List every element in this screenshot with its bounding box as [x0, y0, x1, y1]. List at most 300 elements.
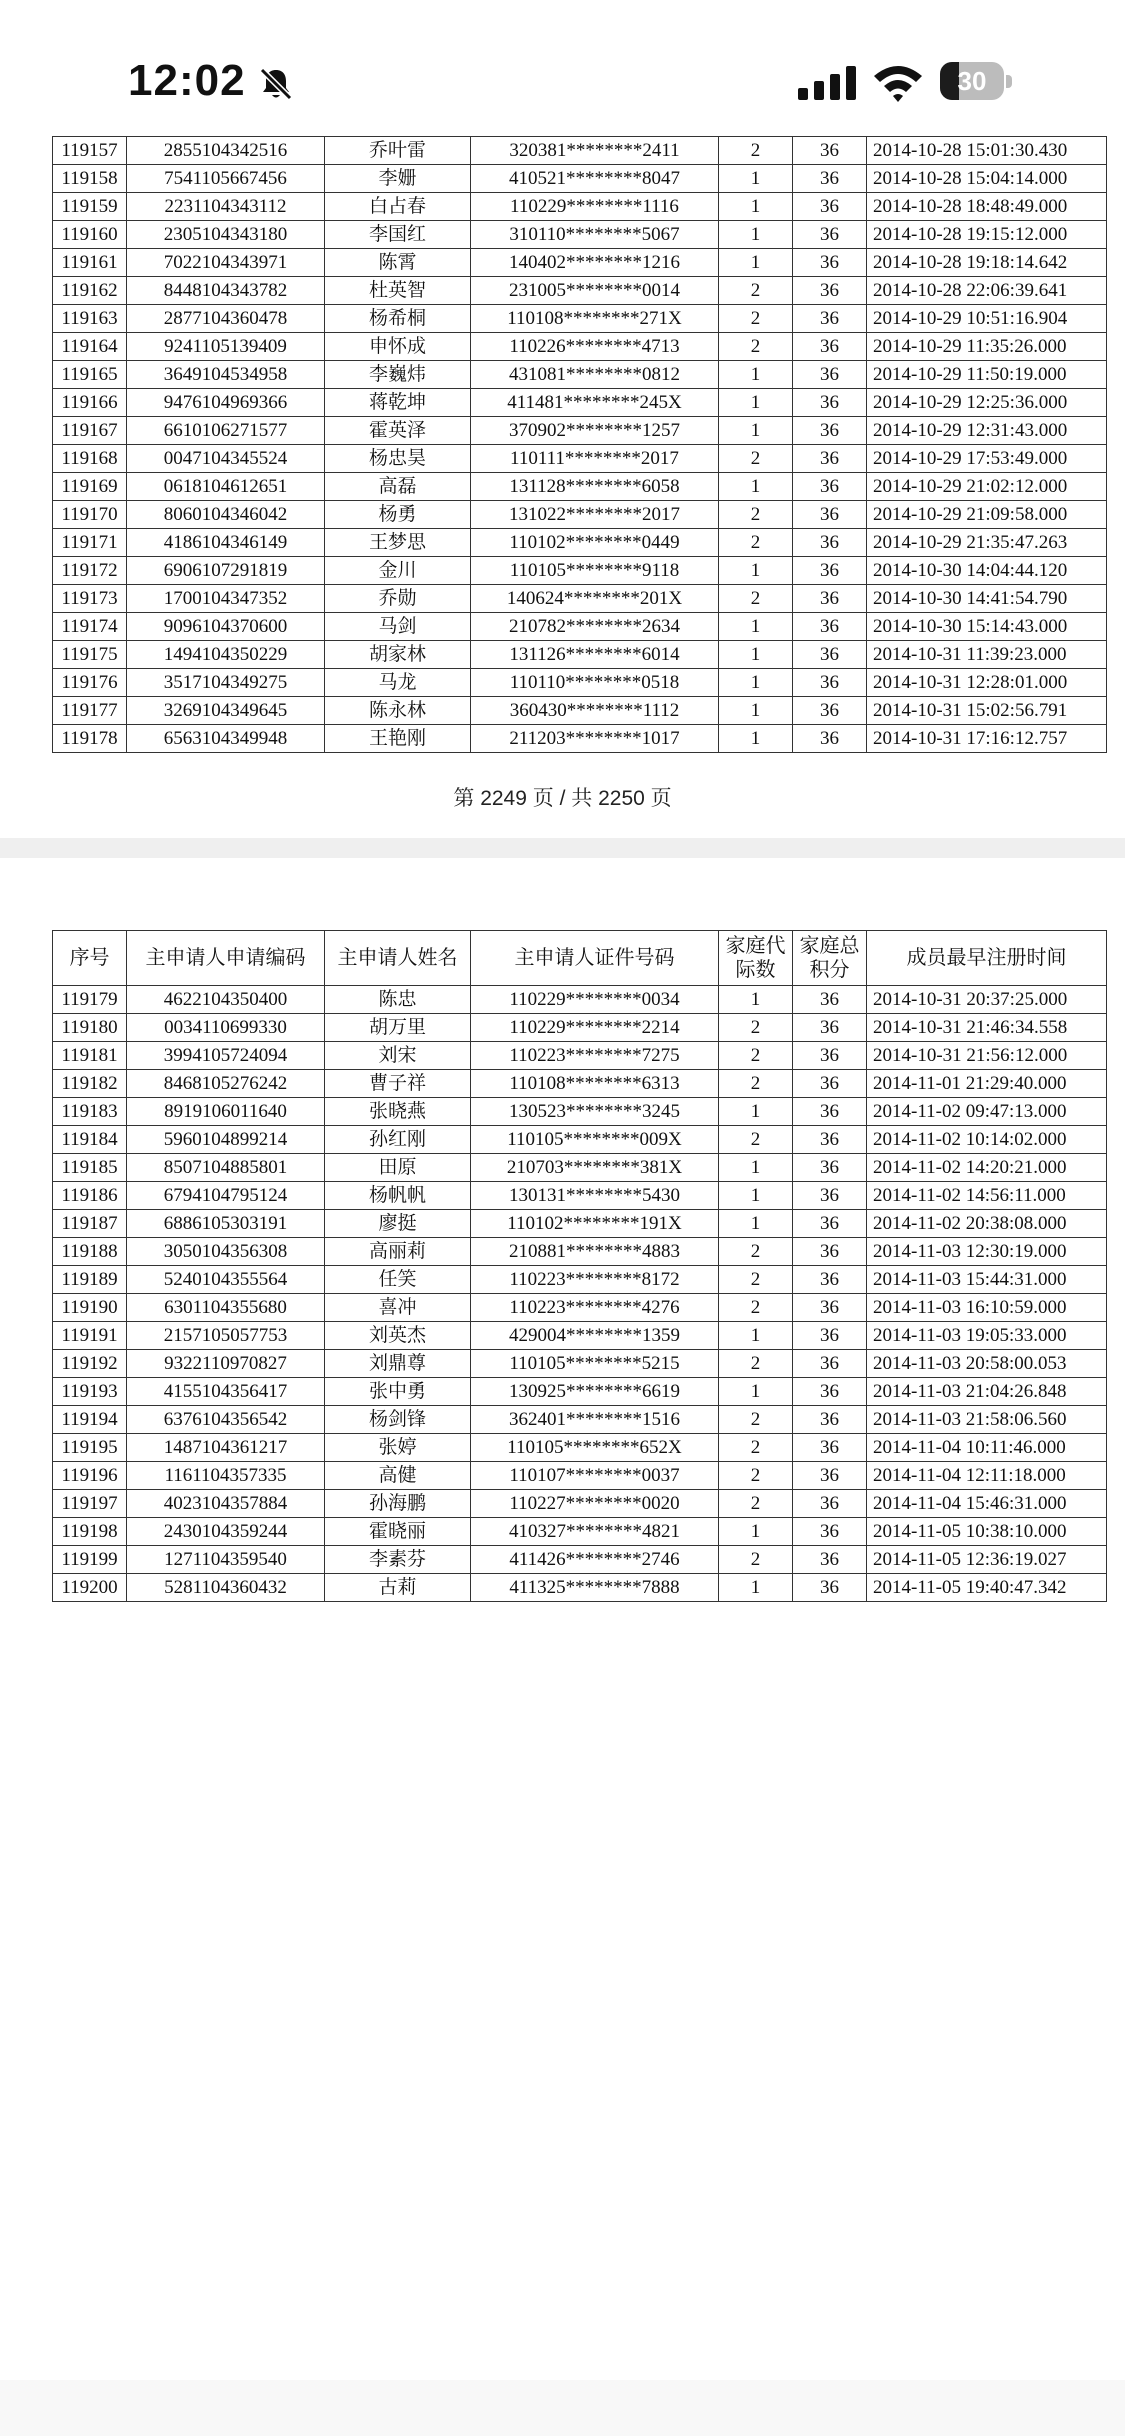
- cell-registration-time: 2014-11-03 19:05:33.000: [867, 1322, 1107, 1350]
- cell-total-score: 36: [793, 389, 867, 417]
- cell-total-score: 36: [793, 557, 867, 585]
- cell-registration-time: 2014-10-31 12:28:01.000: [867, 669, 1107, 697]
- header-id-number: 主申请人证件号码: [471, 931, 719, 986]
- cell-total-score: 36: [793, 529, 867, 557]
- table-row: [53, 1490, 1107, 1518]
- cell-registration-time: 2014-11-01 21:29:40.000: [867, 1070, 1107, 1098]
- cell-generations: 1: [719, 473, 793, 501]
- cell-id-number: 131128********6058: [471, 473, 719, 501]
- table-row: [53, 1574, 1107, 1602]
- cell-total-score: 36: [793, 221, 867, 249]
- cell-applicant-name: 霍英泽: [325, 417, 471, 445]
- cell-generations: 1: [719, 725, 793, 753]
- wifi-icon: [872, 62, 924, 102]
- cell-serial: 119162: [53, 277, 127, 305]
- cell-id-number: 110229********1116: [471, 193, 719, 221]
- cell-total-score: 36: [793, 473, 867, 501]
- table-header-row: [53, 931, 1107, 986]
- cell-generations: 2: [719, 137, 793, 165]
- cell-registration-time: 2014-10-31 17:16:12.757: [867, 725, 1107, 753]
- cell-serial: 119200: [53, 1574, 127, 1602]
- cell-id-number: 110223********8172: [471, 1266, 719, 1294]
- battery-level: 30: [957, 66, 987, 96]
- cell-total-score: 36: [793, 137, 867, 165]
- cell-application-code: 1700104347352: [127, 585, 325, 613]
- table-row: [53, 165, 1107, 193]
- cell-registration-time: 2014-10-28 19:15:12.000: [867, 221, 1107, 249]
- cell-applicant-name: 杨希桐: [325, 305, 471, 333]
- cell-total-score: 36: [793, 1266, 867, 1294]
- table-row: [53, 473, 1107, 501]
- cell-application-code: 2430104359244: [127, 1518, 325, 1546]
- cell-id-number: 362401********1516: [471, 1406, 719, 1434]
- table-row: [53, 193, 1107, 221]
- cell-applicant-name: 刘宋: [325, 1042, 471, 1070]
- cell-id-number: 411481********245X: [471, 389, 719, 417]
- cell-applicant-name: 杜英智: [325, 277, 471, 305]
- cell-application-code: 0047104345524: [127, 445, 325, 473]
- cell-serial: 119196: [53, 1462, 127, 1490]
- cell-total-score: 36: [793, 1070, 867, 1098]
- cell-total-score: 36: [793, 1154, 867, 1182]
- cell-application-code: 3269104349645: [127, 697, 325, 725]
- cell-id-number: 411426********2746: [471, 1546, 719, 1574]
- cell-serial: 119197: [53, 1490, 127, 1518]
- cell-applicant-name: 马龙: [325, 669, 471, 697]
- cell-applicant-name: 古莉: [325, 1574, 471, 1602]
- cell-id-number: 210703********381X: [471, 1154, 719, 1182]
- cell-application-code: 2305104343180: [127, 221, 325, 249]
- cell-applicant-name: 胡万里: [325, 1014, 471, 1042]
- cell-registration-time: 2014-11-03 20:58:00.053: [867, 1350, 1107, 1378]
- cell-serial: 119157: [53, 137, 127, 165]
- cell-id-number: 110223********7275: [471, 1042, 719, 1070]
- cell-generations: 2: [719, 1238, 793, 1266]
- cell-generations: 1: [719, 1518, 793, 1546]
- cell-applicant-name: 蒋乾坤: [325, 389, 471, 417]
- cell-serial: 119170: [53, 501, 127, 529]
- cell-id-number: 110102********191X: [471, 1210, 719, 1238]
- cell-serial: 119159: [53, 193, 127, 221]
- cell-total-score: 36: [793, 165, 867, 193]
- cell-generations: 1: [719, 389, 793, 417]
- cell-id-number: 210881********4883: [471, 1238, 719, 1266]
- cell-id-number: 140624********201X: [471, 585, 719, 613]
- cell-id-number: 110229********0034: [471, 986, 719, 1014]
- cell-application-code: 1487104361217: [127, 1434, 325, 1462]
- cell-generations: 1: [719, 1182, 793, 1210]
- cell-serial: 119184: [53, 1126, 127, 1154]
- cell-application-code: 9241105139409: [127, 333, 325, 361]
- cell-registration-time: 2014-10-29 11:35:26.000: [867, 333, 1107, 361]
- table-row: [53, 1126, 1107, 1154]
- cell-id-number: 320381********2411: [471, 137, 719, 165]
- cell-applicant-name: 申怀成: [325, 333, 471, 361]
- cell-serial: 119161: [53, 249, 127, 277]
- bell-slash-icon: [256, 64, 296, 104]
- cell-applicant-name: 陈永林: [325, 697, 471, 725]
- cell-serial: 119173: [53, 585, 127, 613]
- cell-serial: 119180: [53, 1014, 127, 1042]
- cell-registration-time: 2014-11-05 19:40:47.342: [867, 1574, 1107, 1602]
- cell-applicant-name: 任笑: [325, 1266, 471, 1294]
- cell-total-score: 36: [793, 1518, 867, 1546]
- cellular-signal-icon: [798, 66, 858, 100]
- cell-generations: 2: [719, 1406, 793, 1434]
- table-row: [53, 613, 1107, 641]
- cell-applicant-name: 高磊: [325, 473, 471, 501]
- cell-total-score: 36: [793, 333, 867, 361]
- cell-serial: 119186: [53, 1182, 127, 1210]
- cell-applicant-name: 金川: [325, 557, 471, 585]
- cell-applicant-name: 高健: [325, 1462, 471, 1490]
- table-row: [53, 333, 1107, 361]
- cell-serial: 119192: [53, 1350, 127, 1378]
- cell-total-score: 36: [793, 1042, 867, 1070]
- cell-applicant-name: 王艳刚: [325, 725, 471, 753]
- table-row: [53, 445, 1107, 473]
- cell-applicant-name: 孙红刚: [325, 1126, 471, 1154]
- cell-generations: 1: [719, 697, 793, 725]
- cell-generations: 2: [719, 1434, 793, 1462]
- cell-applicant-name: 李巍炜: [325, 361, 471, 389]
- cell-serial: 119176: [53, 669, 127, 697]
- cell-application-code: 4186104346149: [127, 529, 325, 557]
- cell-application-code: 6886105303191: [127, 1210, 325, 1238]
- cell-generations: 1: [719, 1574, 793, 1602]
- cell-generations: 2: [719, 305, 793, 333]
- cell-generations: 2: [719, 1462, 793, 1490]
- cell-application-code: 8060104346042: [127, 501, 325, 529]
- table-row: [53, 986, 1107, 1014]
- cell-registration-time: 2014-11-03 21:58:06.560: [867, 1406, 1107, 1434]
- cell-generations: 2: [719, 1014, 793, 1042]
- cell-generations: 1: [719, 557, 793, 585]
- cell-serial: 119198: [53, 1518, 127, 1546]
- cell-registration-time: 2014-11-03 12:30:19.000: [867, 1238, 1107, 1266]
- cell-serial: 119174: [53, 613, 127, 641]
- cell-applicant-name: 张中勇: [325, 1378, 471, 1406]
- cell-application-code: 1271104359540: [127, 1546, 325, 1574]
- cell-serial: 119199: [53, 1546, 127, 1574]
- cell-total-score: 36: [793, 1574, 867, 1602]
- cell-generations: 2: [719, 1126, 793, 1154]
- cell-generations: 1: [719, 1322, 793, 1350]
- cell-generations: 2: [719, 1546, 793, 1574]
- cell-total-score: 36: [793, 1238, 867, 1266]
- cell-registration-time: 2014-11-03 16:10:59.000: [867, 1294, 1107, 1322]
- cell-registration-time: 2014-11-02 14:56:11.000: [867, 1182, 1107, 1210]
- cell-application-code: 9096104370600: [127, 613, 325, 641]
- cell-total-score: 36: [793, 1378, 867, 1406]
- cell-registration-time: 2014-10-28 22:06:39.641: [867, 277, 1107, 305]
- cell-id-number: 130523********3245: [471, 1098, 719, 1126]
- cell-id-number: 211203********1017: [471, 725, 719, 753]
- cell-applicant-name: 陈霄: [325, 249, 471, 277]
- cell-id-number: 410521********8047: [471, 165, 719, 193]
- table-row: [53, 669, 1107, 697]
- header-total-score: 家庭总积分: [793, 931, 867, 986]
- cell-generations: 2: [719, 1350, 793, 1378]
- table-row: [53, 697, 1107, 725]
- cell-registration-time: 2014-11-04 12:11:18.000: [867, 1462, 1107, 1490]
- cell-application-code: 8507104885801: [127, 1154, 325, 1182]
- cell-registration-time: 2014-10-29 17:53:49.000: [867, 445, 1107, 473]
- cell-generations: 1: [719, 417, 793, 445]
- cell-application-code: 9476104969366: [127, 389, 325, 417]
- cell-id-number: 431081********0812: [471, 361, 719, 389]
- cell-application-code: 4023104357884: [127, 1490, 325, 1518]
- cell-registration-time: 2014-10-29 21:09:58.000: [867, 501, 1107, 529]
- cell-generations: 2: [719, 1070, 793, 1098]
- cell-applicant-name: 刘鼎尊: [325, 1350, 471, 1378]
- cell-total-score: 36: [793, 1210, 867, 1238]
- cell-registration-time: 2014-10-29 21:35:47.263: [867, 529, 1107, 557]
- table-row: [53, 641, 1107, 669]
- cell-id-number: 110226********4713: [471, 333, 719, 361]
- cell-generations: 2: [719, 1266, 793, 1294]
- cell-application-code: 6794104795124: [127, 1182, 325, 1210]
- table-row: [53, 1434, 1107, 1462]
- cell-generations: 1: [719, 641, 793, 669]
- table-row: [53, 1518, 1107, 1546]
- cell-total-score: 36: [793, 986, 867, 1014]
- cell-serial: 119175: [53, 641, 127, 669]
- cell-serial: 119195: [53, 1434, 127, 1462]
- cell-total-score: 36: [793, 305, 867, 333]
- cell-total-score: 36: [793, 1434, 867, 1462]
- cell-registration-time: 2014-10-30 15:14:43.000: [867, 613, 1107, 641]
- cell-generations: 1: [719, 1210, 793, 1238]
- cell-application-code: 4622104350400: [127, 986, 325, 1014]
- cell-applicant-name: 杨忠昊: [325, 445, 471, 473]
- cell-id-number: 110108********271X: [471, 305, 719, 333]
- cell-generations: 2: [719, 529, 793, 557]
- table-row: [53, 1182, 1107, 1210]
- cell-application-code: 0618104612651: [127, 473, 325, 501]
- cell-serial: 119185: [53, 1154, 127, 1182]
- cell-application-code: 8919106011640: [127, 1098, 325, 1126]
- cell-serial: 119166: [53, 389, 127, 417]
- table-row: [53, 1350, 1107, 1378]
- cell-registration-time: 2014-10-31 15:02:56.791: [867, 697, 1107, 725]
- cell-registration-time: 2014-10-28 19:18:14.642: [867, 249, 1107, 277]
- cell-total-score: 36: [793, 445, 867, 473]
- cell-application-code: 3517104349275: [127, 669, 325, 697]
- cell-serial: 119178: [53, 725, 127, 753]
- table-row: [53, 1294, 1107, 1322]
- cell-application-code: 6906107291819: [127, 557, 325, 585]
- cell-applicant-name: 白占春: [325, 193, 471, 221]
- table-row: [53, 529, 1107, 557]
- table-row: [53, 725, 1107, 753]
- cell-applicant-name: 李姗: [325, 165, 471, 193]
- cell-id-number: 310110********5067: [471, 221, 719, 249]
- cell-applicant-name: 胡家林: [325, 641, 471, 669]
- status-bar: [0, 0, 1125, 140]
- cell-registration-time: 2014-11-03 21:04:26.848: [867, 1378, 1107, 1406]
- cell-generations: 2: [719, 1490, 793, 1518]
- cell-total-score: 36: [793, 1014, 867, 1042]
- cell-total-score: 36: [793, 1546, 867, 1574]
- page-indicator: 第 2249 页 / 共 2250 页: [453, 787, 672, 810]
- cell-total-score: 36: [793, 725, 867, 753]
- cell-serial: 119191: [53, 1322, 127, 1350]
- table-row: [53, 1546, 1107, 1574]
- cell-serial: 119182: [53, 1070, 127, 1098]
- table-row: [53, 1098, 1107, 1126]
- cell-id-number: 110105********652X: [471, 1434, 719, 1462]
- cell-application-code: 2855104342516: [127, 137, 325, 165]
- cell-registration-time: 2014-11-04 10:11:46.000: [867, 1434, 1107, 1462]
- cell-id-number: 130925********6619: [471, 1378, 719, 1406]
- cell-applicant-name: 王梦思: [325, 529, 471, 557]
- table-row: [53, 1378, 1107, 1406]
- clock: 12:02: [128, 56, 246, 105]
- cell-applicant-name: 李素芬: [325, 1546, 471, 1574]
- cell-id-number: 410327********4821: [471, 1518, 719, 1546]
- table-row: [53, 1238, 1107, 1266]
- cell-total-score: 36: [793, 417, 867, 445]
- cell-id-number: 110229********2214: [471, 1014, 719, 1042]
- cell-serial: 119168: [53, 445, 127, 473]
- cell-total-score: 36: [793, 193, 867, 221]
- battery-icon: [940, 62, 1012, 102]
- cell-id-number: 110108********6313: [471, 1070, 719, 1098]
- cell-application-code: 8448104343782: [127, 277, 325, 305]
- cell-total-score: 36: [793, 501, 867, 529]
- header-serial: 序号: [53, 931, 127, 986]
- cell-id-number: 370902********1257: [471, 417, 719, 445]
- cell-applicant-name: 孙海鹏: [325, 1490, 471, 1518]
- cell-generations: 1: [719, 249, 793, 277]
- cell-serial: 119165: [53, 361, 127, 389]
- cell-id-number: 110105********5215: [471, 1350, 719, 1378]
- cell-serial: 119187: [53, 1210, 127, 1238]
- cell-id-number: 140402********1216: [471, 249, 719, 277]
- cell-generations: 1: [719, 986, 793, 1014]
- cell-applicant-name: 陈忠: [325, 986, 471, 1014]
- cell-generations: 1: [719, 361, 793, 389]
- cell-application-code: 0034110699330: [127, 1014, 325, 1042]
- cell-total-score: 36: [793, 1490, 867, 1518]
- cell-applicant-name: 杨剑锋: [325, 1406, 471, 1434]
- page-separator: [0, 838, 1125, 858]
- table-row: [53, 1462, 1107, 1490]
- cell-id-number: 130131********5430: [471, 1182, 719, 1210]
- cell-total-score: 36: [793, 1322, 867, 1350]
- cell-serial: 119167: [53, 417, 127, 445]
- cell-id-number: 110227********0020: [471, 1490, 719, 1518]
- cell-total-score: 36: [793, 1182, 867, 1210]
- cell-total-score: 36: [793, 613, 867, 641]
- table-row: [53, 249, 1107, 277]
- cell-registration-time: 2014-10-30 14:41:54.790: [867, 585, 1107, 613]
- cell-registration-time: 2014-10-28 15:04:14.000: [867, 165, 1107, 193]
- cell-id-number: 210782********2634: [471, 613, 719, 641]
- table-row: [53, 221, 1107, 249]
- cell-application-code: 5281104360432: [127, 1574, 325, 1602]
- cell-applicant-name: 高丽莉: [325, 1238, 471, 1266]
- cell-applicant-name: 乔叶雷: [325, 137, 471, 165]
- cell-serial: 119164: [53, 333, 127, 361]
- cell-total-score: 36: [793, 585, 867, 613]
- table-row: [53, 1406, 1107, 1434]
- table-body-page-2: [53, 986, 1107, 1602]
- cell-generations: 2: [719, 1042, 793, 1070]
- cell-registration-time: 2014-11-05 12:36:19.027: [867, 1546, 1107, 1574]
- header-applicant-name: 主申请人姓名: [325, 931, 471, 986]
- cell-application-code: 6610106271577: [127, 417, 325, 445]
- cell-application-code: 1494104350229: [127, 641, 325, 669]
- cell-registration-time: 2014-10-29 10:51:16.904: [867, 305, 1107, 333]
- cell-application-code: 6301104355680: [127, 1294, 325, 1322]
- cell-applicant-name: 廖挺: [325, 1210, 471, 1238]
- cell-application-code: 4155104356417: [127, 1378, 325, 1406]
- cell-registration-time: 2014-10-28 15:01:30.430: [867, 137, 1107, 165]
- header-generations: 家庭代际数: [719, 931, 793, 986]
- cell-application-code: 6376104356542: [127, 1406, 325, 1434]
- cell-serial: 119163: [53, 305, 127, 333]
- table-row: [53, 1322, 1107, 1350]
- cell-id-number: 110102********0449: [471, 529, 719, 557]
- cell-application-code: 5240104355564: [127, 1266, 325, 1294]
- cell-registration-time: 2014-10-29 12:25:36.000: [867, 389, 1107, 417]
- cell-id-number: 110111********2017: [471, 445, 719, 473]
- table-row: [53, 305, 1107, 333]
- cell-serial: 119177: [53, 697, 127, 725]
- cell-applicant-name: 乔勋: [325, 585, 471, 613]
- header-registration-time: 成员最早注册时间: [867, 931, 1107, 986]
- cell-id-number: 110223********4276: [471, 1294, 719, 1322]
- cell-registration-time: 2014-11-04 15:46:31.000: [867, 1490, 1107, 1518]
- cell-application-code: 9322110970827: [127, 1350, 325, 1378]
- cell-id-number: 411325********7888: [471, 1574, 719, 1602]
- cell-applicant-name: 田原: [325, 1154, 471, 1182]
- cell-applicant-name: 张晓燕: [325, 1098, 471, 1126]
- table-row: [53, 1070, 1107, 1098]
- cell-serial: 119179: [53, 986, 127, 1014]
- cell-registration-time: 2014-10-30 14:04:44.120: [867, 557, 1107, 585]
- cell-generations: 2: [719, 501, 793, 529]
- cell-generations: 2: [719, 585, 793, 613]
- cell-registration-time: 2014-11-02 14:20:21.000: [867, 1154, 1107, 1182]
- cell-applicant-name: 霍晓丽: [325, 1518, 471, 1546]
- cell-applicant-name: 刘英杰: [325, 1322, 471, 1350]
- cell-applicant-name: 曹子祥: [325, 1070, 471, 1098]
- cell-serial: 119171: [53, 529, 127, 557]
- cell-applicant-name: 李国红: [325, 221, 471, 249]
- cell-serial: 119181: [53, 1042, 127, 1070]
- cell-application-code: 3649104534958: [127, 361, 325, 389]
- cell-applicant-name: 喜冲: [325, 1294, 471, 1322]
- table-row: [53, 557, 1107, 585]
- table-row: [53, 389, 1107, 417]
- cell-serial: 119160: [53, 221, 127, 249]
- cell-generations: 1: [719, 613, 793, 641]
- cell-applicant-name: 张婷: [325, 1434, 471, 1462]
- cell-total-score: 36: [793, 1294, 867, 1322]
- cell-total-score: 36: [793, 641, 867, 669]
- cell-generations: 2: [719, 277, 793, 305]
- cell-application-code: 3994105724094: [127, 1042, 325, 1070]
- cell-total-score: 36: [793, 249, 867, 277]
- cell-serial: 119190: [53, 1294, 127, 1322]
- cell-id-number: 131022********2017: [471, 501, 719, 529]
- cell-registration-time: 2014-10-28 18:48:49.000: [867, 193, 1107, 221]
- cell-applicant-name: 杨勇: [325, 501, 471, 529]
- cell-registration-time: 2014-10-29 12:31:43.000: [867, 417, 1107, 445]
